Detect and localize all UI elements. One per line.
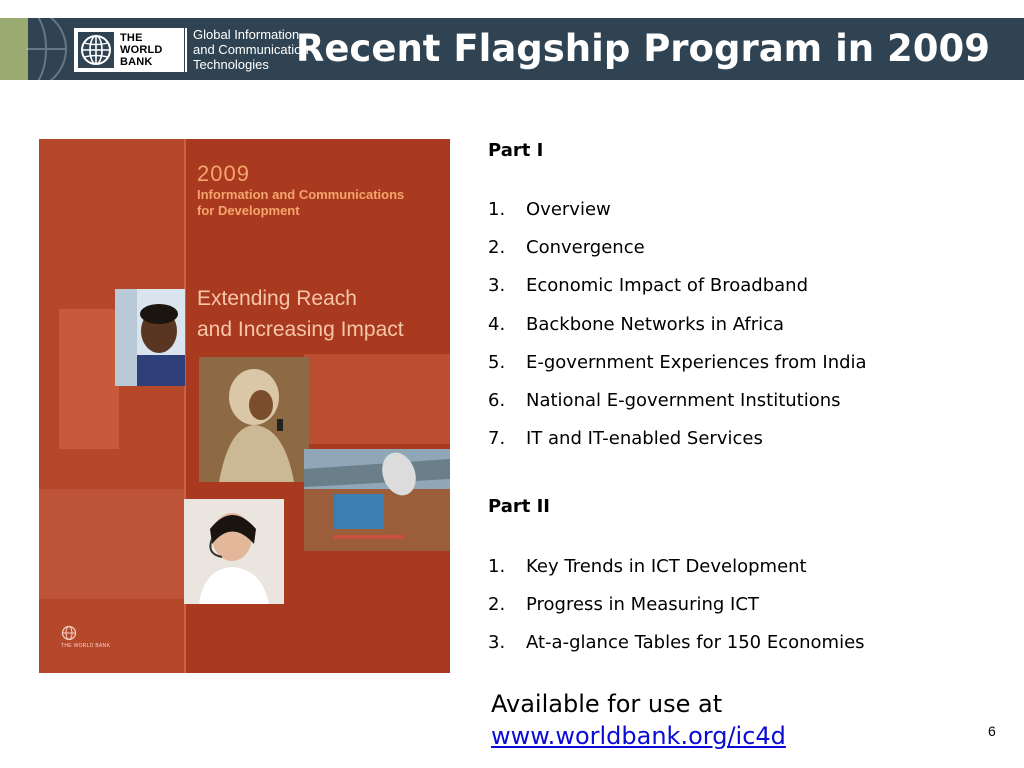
list-item: 7. IT and IT-enabled Services <box>488 427 867 465</box>
chapter-title: E-government Experiences from India <box>526 351 867 373</box>
chapter-title: Backbone Networks in Africa <box>526 313 785 335</box>
globe-watermark-icon <box>26 18 68 80</box>
cover-year: 2009 <box>197 161 250 186</box>
world-bank-wordmark: THE WORLD BANK <box>120 32 163 68</box>
book-cover-image <box>39 139 450 673</box>
world-bank-globe-icon <box>78 32 114 68</box>
list-item: 5. E-government Experiences from India <box>488 351 867 389</box>
header-accent-strip <box>0 18 28 80</box>
part-two-chapter-list <box>488 555 865 670</box>
logo-divider <box>185 28 187 72</box>
list-item: 6. National E-government Institutions <box>488 389 867 427</box>
part-one-chapter-list <box>488 198 867 465</box>
chapter-title: At-a-glance Tables for 150 Economies <box>526 632 865 654</box>
cover-headline: Extending Reach and Increasing Impact <box>197 287 404 341</box>
part-one-heading: Part I <box>488 140 544 161</box>
unit-name: Global Information and Communication Technologies <box>193 27 309 72</box>
chapter-title: IT and IT-enabled Services <box>526 428 763 450</box>
cover-photo-woman-headset <box>184 499 284 604</box>
chapter-title: Economic Impact of Broadband <box>526 275 809 297</box>
world-bank-logo <box>74 28 184 72</box>
cover-faded-photo <box>39 489 184 599</box>
cover-photo-hut-satellite-dish <box>304 449 450 551</box>
availability-text: Available for use at <box>491 690 723 718</box>
cover-faded-photo <box>59 309 119 449</box>
slide-title: Recent Flagship Program in 2009 <box>295 27 990 70</box>
chapter-title: Overview <box>526 199 611 220</box>
part-two-heading: Part II <box>488 496 550 517</box>
list-item: 3. At-a-glance Tables for 150 Economies <box>488 631 865 669</box>
page-number: 6 <box>988 723 996 739</box>
cover-subtitle: Information and Communications for Development <box>197 187 405 218</box>
list-item: 3. Economic Impact of Broadband <box>488 274 867 312</box>
slide-header <box>0 0 1024 90</box>
chapter-title: Key Trends in ICT Development <box>526 556 807 577</box>
list-item: 4. Backbone Networks in Africa <box>488 313 867 351</box>
list-item: 2. Progress in Measuring ICT <box>488 593 865 631</box>
cover-publisher: THE WORLD BANK <box>61 643 111 649</box>
availability-note <box>491 688 786 752</box>
cover-photo-woman-with-phone <box>199 357 309 482</box>
list-item: 2. Convergence <box>488 236 867 274</box>
list-item: 1. Key Trends in ICT Development <box>488 555 865 593</box>
list-item: 1. Overview <box>488 198 867 236</box>
chapter-title: Convergence <box>526 237 645 259</box>
cover-photo-child <box>115 289 185 386</box>
worldbank-ic4d-link[interactable]: www.worldbank.org/ic4d <box>491 722 786 750</box>
chapter-title: Progress in Measuring ICT <box>526 594 759 616</box>
cover-world-bank-logo-icon <box>61 625 77 641</box>
cover-faded-photo <box>304 354 450 444</box>
chapter-title: National E-government Institutions <box>526 389 841 411</box>
